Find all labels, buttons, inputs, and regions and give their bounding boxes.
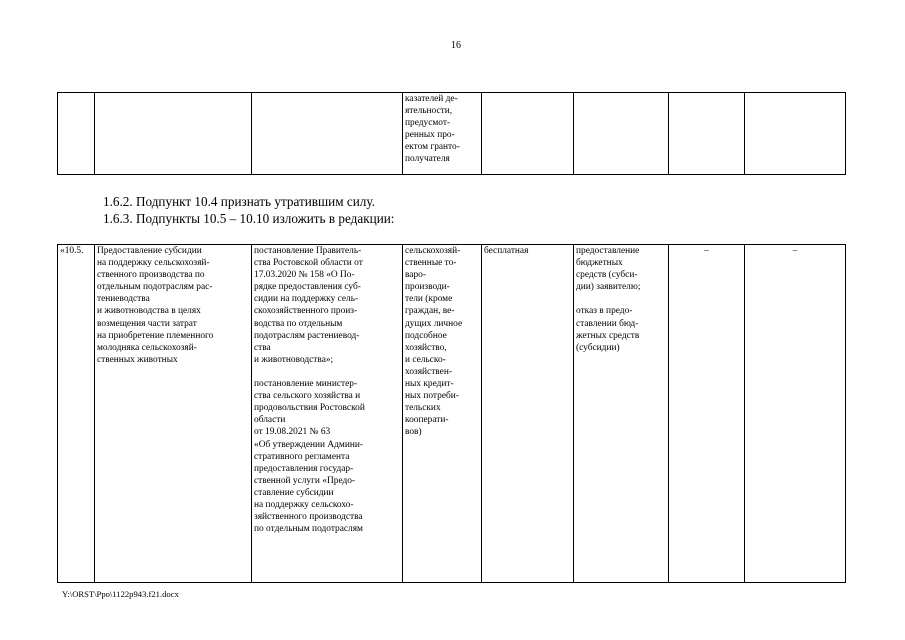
recipients-line: вов) <box>405 427 422 438</box>
recipients-line: кооперати- <box>405 415 449 426</box>
legal-basis-line: от 19.08.2021 № 63 <box>254 427 331 438</box>
legal-basis-line: продовольствия Ростовской <box>254 403 365 414</box>
top-cell-1 <box>58 93 95 175</box>
fee-cell <box>482 245 574 583</box>
recipients-line: граждан, ве- <box>405 306 455 317</box>
top-cell-4-line: получателя <box>405 154 450 165</box>
recipients-line: дущих личное <box>405 318 463 329</box>
legal-basis-line: по отдельным подотраслям <box>254 524 363 535</box>
recipients-line: и сельско- <box>405 354 446 365</box>
legal-basis-line: скохозяйственного произ- <box>254 306 358 317</box>
recipients-line: тели (кроме <box>405 294 453 305</box>
column-7-dash: – <box>704 246 709 256</box>
column-8-cell <box>745 245 846 583</box>
line-gap <box>576 293 666 305</box>
top-cell-4 <box>403 93 482 175</box>
legal-basis-line: водства по отдельным <box>254 318 343 329</box>
paragraph-1-6-2: 1.6.2. Подпункт 10.4 признать утратившим силу. <box>103 194 375 209</box>
service-name-line: ственного производства по <box>97 270 205 281</box>
service-name-line: молодняка сельскохозяй- <box>97 342 197 353</box>
result-line: предоставление <box>576 246 640 256</box>
legal-basis-line: ства <box>254 342 271 353</box>
file-path-footer: Y:\ORST\Ppo\1122p943.f21.docx <box>62 589 179 599</box>
recipients-line: тельских <box>405 403 441 414</box>
legal-basis-line: предоставления государ- <box>254 463 354 474</box>
legal-basis-line: постановление Правитель- <box>254 246 362 256</box>
legal-basis-line: ства сельского хозяйства и <box>254 391 361 402</box>
legal-basis-line: зяйственного производства <box>254 512 363 523</box>
result-line: бюджетных <box>576 258 623 269</box>
service-name-cell <box>95 245 252 583</box>
column-8-dash: – <box>792 246 798 256</box>
item-number: «10.5. <box>60 246 84 256</box>
result-line: (субсидии) <box>576 342 620 353</box>
top-cell-2 <box>95 93 252 175</box>
legal-basis-line: постановление министер- <box>254 379 358 390</box>
recipients-line: ственные то- <box>405 258 457 269</box>
line-gap <box>254 366 400 378</box>
service-name-line: на поддержку сельскохозяй- <box>97 258 210 269</box>
legal-basis-line: стративного регламента <box>254 451 350 462</box>
top-cell-6 <box>574 93 669 175</box>
service-name-line: и животноводства в целях <box>97 306 201 317</box>
legal-basis-line: «Об утверждении Админи- <box>254 439 364 450</box>
main-table <box>57 244 846 583</box>
service-name-line: Предоставление субсидии <box>97 246 202 256</box>
recipients-cell <box>403 245 482 583</box>
recipients-line: ных кредит- <box>405 379 454 390</box>
recipients-line: хозяйствен- <box>405 366 452 377</box>
paragraph-1-6-3: 1.6.3. Подпункты 10.5 – 10.10 изложить в редакции: <box>103 211 395 226</box>
page-number: 16 <box>451 40 461 51</box>
legal-basis-line: области <box>254 415 286 426</box>
top-cell-4-line: ятельности, <box>405 106 453 117</box>
legal-basis-line: ства Ростовской области от <box>254 258 363 269</box>
top-table-fragment <box>57 92 846 175</box>
item-number-cell <box>58 245 95 583</box>
recipients-line: производи- <box>405 282 450 293</box>
top-cell-3 <box>252 93 403 175</box>
top-cell-8 <box>745 93 846 175</box>
top-cell-4-line: казателей де- <box>405 94 458 104</box>
top-cell-4-line: предусмот- <box>405 118 451 129</box>
legal-basis-line: ственной услуги «Предо- <box>254 475 356 486</box>
service-name-line: ственных животных <box>97 354 178 365</box>
top-cell-4-line: ренных про- <box>405 130 455 141</box>
legal-basis-cell <box>252 245 403 583</box>
column-7-cell <box>669 245 745 583</box>
result-line: ставлении бюд- <box>576 318 639 329</box>
service-name-line: возмещения части затрат <box>97 318 197 329</box>
recipients-line: хозяйство, <box>405 342 447 353</box>
legal-basis-line: на поддержку сельскохо- <box>254 499 354 510</box>
recipients-line: варо- <box>405 270 426 281</box>
legal-basis-line: сидии на поддержку сель- <box>254 294 359 305</box>
legal-basis-line: рядке предоставления суб- <box>254 282 361 293</box>
top-cell-7 <box>669 93 745 175</box>
result-cell <box>574 245 669 583</box>
service-name-line: тениеводства <box>97 294 150 305</box>
recipients-line: ных потреби- <box>405 391 459 402</box>
result-line: жетных средств <box>576 330 640 341</box>
top-cell-4-line: ектом гранто- <box>405 142 460 153</box>
result-line: отказ в предо- <box>576 306 633 317</box>
result-line: средств (субси- <box>576 270 638 281</box>
service-name-line: отдельным подотраслям рас- <box>97 282 213 293</box>
legal-basis-line: ставление субсидии <box>254 487 334 498</box>
recipients-line: подсобное <box>405 330 447 341</box>
legal-basis-line: и животноводства»; <box>254 354 334 365</box>
result-line: дии) заявителю; <box>576 282 641 293</box>
top-cell-5 <box>482 93 574 175</box>
service-name-line: на приобретение племенного <box>97 330 214 341</box>
legal-basis-line: 17.03.2020 № 158 «О По- <box>254 270 355 281</box>
fee-value: бесплатная <box>484 246 529 256</box>
recipients-line: сельскохозяй- <box>405 246 461 256</box>
legal-basis-line: подотраслям растениевод- <box>254 330 360 341</box>
